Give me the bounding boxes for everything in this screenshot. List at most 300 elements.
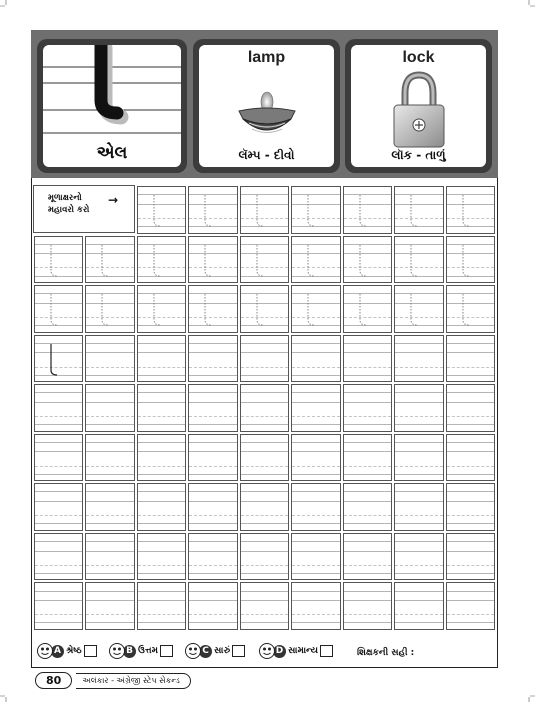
writing-guide-line xyxy=(395,541,442,542)
grade-checkbox[interactable] xyxy=(232,645,245,657)
picture-panel-lock xyxy=(345,39,492,173)
practice-cell[interactable] xyxy=(343,384,392,432)
writing-guide-line xyxy=(395,352,442,353)
dotted-letter-l xyxy=(151,193,165,229)
writing-guide-line xyxy=(189,491,236,492)
writing-guide-line xyxy=(344,573,391,574)
writing-guide-line xyxy=(138,343,185,344)
picture-word: lamp xyxy=(247,49,286,66)
writing-guide-line xyxy=(395,451,442,452)
writing-guide-line xyxy=(241,565,288,566)
grade-label: ઉત્તમ xyxy=(138,646,159,656)
writing-guide-line xyxy=(86,523,133,524)
practice-cell[interactable] xyxy=(291,582,340,630)
writing-guide-line xyxy=(86,622,133,623)
writing-guide-line xyxy=(241,352,288,353)
writing-guide-line xyxy=(86,424,133,425)
practice-cell[interactable] xyxy=(446,483,495,531)
writing-guide-line xyxy=(35,591,82,592)
writing-guide-line xyxy=(35,491,82,492)
grade-letter: C xyxy=(199,645,212,658)
writing-guide-line xyxy=(395,392,442,393)
practice-cell[interactable] xyxy=(188,236,237,284)
practice-cell[interactable] xyxy=(34,285,83,333)
writing-guide-line xyxy=(292,442,339,443)
practice-cell[interactable] xyxy=(446,533,495,581)
writing-guide-line xyxy=(189,591,236,592)
writing-guide-line xyxy=(35,600,82,601)
writing-guide-line xyxy=(189,375,236,376)
practice-cell[interactable] xyxy=(394,236,443,284)
writing-guide-line xyxy=(189,442,236,443)
practice-cell[interactable] xyxy=(291,186,340,234)
writing-guide-line xyxy=(138,367,185,368)
writing-guide-line xyxy=(189,573,236,574)
writing-guide-line xyxy=(447,402,494,403)
writing-guide-line xyxy=(241,622,288,623)
picture-word: lock xyxy=(402,49,435,66)
dotted-letter-l xyxy=(357,193,371,229)
writing-guide-line xyxy=(86,375,133,376)
arrow-right-icon: → xyxy=(107,193,118,207)
writing-guide-line xyxy=(138,416,185,417)
practice-cell[interactable] xyxy=(34,483,83,531)
picture-caption: લૉક - તાળું xyxy=(391,148,446,162)
writing-guide-line xyxy=(86,442,133,443)
practice-cell[interactable] xyxy=(137,582,186,630)
writing-guide-line xyxy=(395,491,442,492)
writing-guide-line xyxy=(344,416,391,417)
writing-guide-line xyxy=(138,573,185,574)
writing-guide-line xyxy=(447,352,494,353)
writing-guide-line xyxy=(138,501,185,502)
practice-cell[interactable] xyxy=(394,335,443,383)
writing-guide-line xyxy=(138,451,185,452)
writing-guide-line xyxy=(395,466,442,467)
writing-guide-line xyxy=(241,573,288,574)
writing-guide-line xyxy=(447,515,494,516)
writing-guide-line xyxy=(189,600,236,601)
writing-guide-line xyxy=(35,622,82,623)
writing-guide-line xyxy=(395,573,442,574)
writing-guide-line xyxy=(138,591,185,592)
practice-cell[interactable] xyxy=(188,285,237,333)
crop-mark-bottom-right xyxy=(527,694,535,702)
writing-guide-line xyxy=(138,442,185,443)
practice-cell[interactable] xyxy=(85,236,134,284)
practice-cell[interactable] xyxy=(188,533,237,581)
writing-guide-line xyxy=(189,466,236,467)
practice-cell[interactable] xyxy=(188,483,237,531)
writing-guide-line xyxy=(189,523,236,524)
writing-guide-line xyxy=(35,501,82,502)
practice-cell[interactable] xyxy=(137,285,186,333)
writing-guide-line xyxy=(241,591,288,592)
writing-guide-line xyxy=(35,402,82,403)
grade-checkbox[interactable] xyxy=(160,645,173,657)
writing-guide-line xyxy=(344,491,391,492)
writing-guide-line xyxy=(395,565,442,566)
practice-cell[interactable] xyxy=(343,285,392,333)
writing-guide-line xyxy=(86,416,133,417)
writing-guide-line xyxy=(292,343,339,344)
practice-cell[interactable] xyxy=(343,582,392,630)
writing-guide-line xyxy=(35,392,82,393)
grade-checkbox[interactable] xyxy=(320,645,333,657)
writing-guide-line xyxy=(189,474,236,475)
writing-guide-line xyxy=(344,600,391,601)
practice-cell[interactable] xyxy=(34,434,83,482)
practice-cell[interactable] xyxy=(137,384,186,432)
instruction-line-1: મૂળાક્ષરનો xyxy=(48,193,82,203)
practice-cell[interactable] xyxy=(240,285,289,333)
grade-option-b xyxy=(109,641,173,661)
writing-guide-line xyxy=(395,424,442,425)
dotted-letter-l xyxy=(460,292,474,328)
practice-cell[interactable] xyxy=(240,186,289,234)
writing-guide-line xyxy=(35,466,82,467)
picture-panel-lamp xyxy=(193,39,340,173)
writing-guide-line xyxy=(292,392,339,393)
writing-guide-line xyxy=(138,491,185,492)
practice-cell[interactable] xyxy=(188,335,237,383)
dotted-letter-l xyxy=(202,292,216,328)
writing-guide-line xyxy=(447,565,494,566)
writing-guide-line xyxy=(86,352,133,353)
practice-cell[interactable] xyxy=(291,285,340,333)
writing-guide-line xyxy=(35,573,82,574)
writing-guide-line xyxy=(344,442,391,443)
letter-panel xyxy=(37,39,187,173)
writing-guide-line xyxy=(395,614,442,615)
writing-guide-line xyxy=(447,474,494,475)
practice-cell[interactable] xyxy=(188,186,237,234)
writing-guide-line xyxy=(395,442,442,443)
writing-guide-line xyxy=(344,451,391,452)
practice-cell[interactable] xyxy=(137,483,186,531)
writing-guide-line xyxy=(35,523,82,524)
writing-guide-line xyxy=(241,523,288,524)
practice-cell[interactable] xyxy=(343,483,392,531)
grade-option-d xyxy=(259,641,333,661)
practice-cell[interactable] xyxy=(291,533,340,581)
writing-guide-line xyxy=(35,515,82,516)
writing-guide-line xyxy=(86,614,133,615)
writing-guide-line xyxy=(138,622,185,623)
writing-guide-line xyxy=(292,622,339,623)
writing-guide-line xyxy=(138,600,185,601)
writing-guide-line xyxy=(189,501,236,502)
writing-guide-line xyxy=(241,614,288,615)
grade-label: સામાન્ય xyxy=(288,646,318,656)
writing-guide-line xyxy=(292,523,339,524)
dotted-letter-l xyxy=(151,243,165,279)
writing-guide-line xyxy=(189,402,236,403)
grade-option-c xyxy=(185,641,245,661)
practice-cell[interactable] xyxy=(446,582,495,630)
writing-guide-line xyxy=(241,375,288,376)
writing-guide-line xyxy=(292,515,339,516)
writing-guide-line xyxy=(292,565,339,566)
practice-cell[interactable] xyxy=(240,483,289,531)
grade-checkbox[interactable] xyxy=(84,645,97,657)
writing-guide-line xyxy=(447,392,494,393)
dotted-letter-l xyxy=(460,193,474,229)
practice-cell[interactable] xyxy=(394,384,443,432)
writing-guide-line xyxy=(35,551,82,552)
grade-option-a xyxy=(37,641,97,661)
dotted-letter-l xyxy=(99,292,113,328)
writing-guide-line xyxy=(241,442,288,443)
practice-cell[interactable] xyxy=(240,533,289,581)
writing-guide-line xyxy=(241,392,288,393)
grade-letter: D xyxy=(273,645,286,658)
practice-cell[interactable] xyxy=(137,236,186,284)
writing-guide-line xyxy=(189,551,236,552)
writing-guide-line xyxy=(138,352,185,353)
writing-guide-line xyxy=(395,375,442,376)
practice-cell[interactable] xyxy=(446,236,495,284)
practice-cell[interactable] xyxy=(291,483,340,531)
writing-guide-line xyxy=(241,424,288,425)
practice-cell[interactable] xyxy=(240,384,289,432)
dotted-letter-l xyxy=(357,292,371,328)
writing-guide-line xyxy=(292,451,339,452)
writing-guide-line xyxy=(189,541,236,542)
writing-guide-line xyxy=(344,474,391,475)
writing-guide-line xyxy=(292,375,339,376)
writing-guide-line xyxy=(447,491,494,492)
crop-mark-bottom-left xyxy=(0,694,8,702)
writing-guide-line xyxy=(241,491,288,492)
writing-guide-line xyxy=(447,573,494,574)
writing-guide-line xyxy=(344,614,391,615)
writing-guide-line xyxy=(292,501,339,502)
practice-cell[interactable] xyxy=(240,335,289,383)
dotted-letter-l xyxy=(254,193,268,229)
writing-guide-line xyxy=(344,565,391,566)
practice-cell[interactable] xyxy=(394,533,443,581)
writing-guide-line xyxy=(138,565,185,566)
writing-guide-line xyxy=(395,622,442,623)
writing-guide-line xyxy=(86,474,133,475)
writing-guide-line xyxy=(86,343,133,344)
writing-guide-line xyxy=(241,402,288,403)
teacher-signature-label: શિક્ષકની સહી : xyxy=(357,648,415,658)
writing-guide-line xyxy=(86,402,133,403)
practice-cell[interactable] xyxy=(137,186,186,234)
writing-guide-line xyxy=(86,565,133,566)
practice-cell[interactable] xyxy=(85,285,134,333)
writing-guide-line xyxy=(241,416,288,417)
dotted-letter-l xyxy=(305,292,319,328)
writing-guide-line xyxy=(447,367,494,368)
practice-cell[interactable] xyxy=(240,236,289,284)
practice-cell[interactable] xyxy=(188,384,237,432)
dotted-letter-l xyxy=(305,193,319,229)
writing-guide-line xyxy=(86,541,133,542)
writing-guide-line xyxy=(138,375,185,376)
writing-guide-line xyxy=(395,523,442,524)
practice-cell[interactable] xyxy=(85,335,134,383)
practice-cell[interactable] xyxy=(343,236,392,284)
practice-cell[interactable] xyxy=(137,434,186,482)
writing-guide-line xyxy=(395,474,442,475)
writing-guide-line xyxy=(189,622,236,623)
dotted-letter-l xyxy=(357,243,371,279)
writing-guide-line xyxy=(395,367,442,368)
writing-guide-line xyxy=(292,614,339,615)
writing-guide-line xyxy=(241,515,288,516)
writing-guide-line xyxy=(395,501,442,502)
writing-guide-line xyxy=(138,466,185,467)
writing-guide-line xyxy=(344,466,391,467)
writing-guide-line xyxy=(447,343,494,344)
writing-guide-line xyxy=(292,541,339,542)
instruction-line-2: મહાવરો કરો xyxy=(48,205,90,215)
writing-guide-line xyxy=(395,515,442,516)
grade-letter: B xyxy=(123,645,136,658)
writing-guide-line xyxy=(86,491,133,492)
writing-guide-line xyxy=(86,367,133,368)
practice-cell[interactable] xyxy=(394,186,443,234)
practice-cell[interactable] xyxy=(85,384,134,432)
practice-cell[interactable] xyxy=(85,483,134,531)
book-title: અલંકાર - અંગ્રેજી સ્ટેપ સેકન્ડ xyxy=(76,673,190,689)
writing-guide-line xyxy=(189,515,236,516)
grade-label: શ્રેષ્ઠ xyxy=(66,646,82,656)
practice-cell[interactable] xyxy=(85,533,134,581)
grade-label: સારું xyxy=(214,646,231,656)
practice-grid xyxy=(33,185,496,631)
writing-guide-line xyxy=(189,416,236,417)
dotted-letter-l xyxy=(408,193,422,229)
practice-cell[interactable] xyxy=(343,186,392,234)
writing-guide-line xyxy=(189,392,236,393)
writing-guide-line xyxy=(344,515,391,516)
writing-guide-line xyxy=(35,565,82,566)
writing-guide-line xyxy=(344,501,391,502)
writing-guide-line xyxy=(138,551,185,552)
writing-guide-line xyxy=(447,501,494,502)
writing-guide-line xyxy=(35,442,82,443)
page-footer xyxy=(35,672,191,689)
writing-guide-line xyxy=(447,466,494,467)
writing-guide-line xyxy=(35,451,82,452)
writing-guide-line xyxy=(292,402,339,403)
practice-cell[interactable] xyxy=(291,236,340,284)
writing-guide-line xyxy=(292,491,339,492)
writing-guide-line xyxy=(86,501,133,502)
practice-cell[interactable] xyxy=(34,384,83,432)
writing-guide-line xyxy=(189,352,236,353)
smiley-face-icon xyxy=(259,643,275,659)
writing-guide-line xyxy=(138,614,185,615)
writing-guide-line xyxy=(447,451,494,452)
writing-guide-line xyxy=(447,614,494,615)
practice-cell[interactable] xyxy=(394,434,443,482)
practice-cell[interactable] xyxy=(291,384,340,432)
practice-cell[interactable] xyxy=(291,434,340,482)
writing-guide-line xyxy=(86,451,133,452)
practice-cell[interactable] xyxy=(394,582,443,630)
dotted-letter-l xyxy=(151,292,165,328)
practice-cell[interactable] xyxy=(446,384,495,432)
practice-cell[interactable] xyxy=(188,582,237,630)
writing-guide-line xyxy=(344,352,391,353)
practice-cell[interactable] xyxy=(446,285,495,333)
writing-guide-line xyxy=(395,551,442,552)
practice-cell[interactable] xyxy=(446,186,495,234)
writing-guide-line xyxy=(138,392,185,393)
writing-guide-line xyxy=(447,622,494,623)
writing-guide-line xyxy=(138,402,185,403)
writing-guide-line xyxy=(35,416,82,417)
writing-guide-line xyxy=(241,501,288,502)
instruction-box xyxy=(33,185,135,233)
writing-guide-line xyxy=(86,591,133,592)
letter-glyph xyxy=(43,45,181,145)
writing-guide-line xyxy=(292,367,339,368)
writing-guide-line xyxy=(447,442,494,443)
practice-cell[interactable] xyxy=(291,335,340,383)
writing-guide-line xyxy=(447,541,494,542)
practice-cell[interactable] xyxy=(446,434,495,482)
practice-cell[interactable] xyxy=(85,434,134,482)
practice-cell[interactable] xyxy=(343,434,392,482)
practice-cell[interactable] xyxy=(34,533,83,581)
writing-guide-line xyxy=(344,541,391,542)
practice-cell[interactable] xyxy=(34,582,83,630)
grade-bar xyxy=(33,636,496,666)
writing-guide-line xyxy=(344,367,391,368)
writing-guide-line xyxy=(241,367,288,368)
writing-guide-line xyxy=(292,474,339,475)
practice-cell[interactable] xyxy=(34,335,83,383)
dotted-letter-l xyxy=(99,243,113,279)
practice-cell[interactable] xyxy=(446,335,495,383)
writing-guide-line xyxy=(138,515,185,516)
dotted-letter-l xyxy=(305,243,319,279)
practice-cell[interactable] xyxy=(394,285,443,333)
dotted-letter-l xyxy=(254,243,268,279)
writing-guide-line xyxy=(292,551,339,552)
practice-cell[interactable] xyxy=(137,533,186,581)
writing-guide-line xyxy=(344,622,391,623)
writing-guide-line xyxy=(447,523,494,524)
writing-guide-line xyxy=(292,466,339,467)
writing-guide-line xyxy=(241,474,288,475)
practice-cell[interactable] xyxy=(188,434,237,482)
practice-cell[interactable] xyxy=(240,434,289,482)
practice-cell[interactable] xyxy=(343,335,392,383)
writing-guide-line xyxy=(138,424,185,425)
practice-cell[interactable] xyxy=(34,236,83,284)
practice-cell[interactable] xyxy=(137,335,186,383)
practice-cell[interactable] xyxy=(85,582,134,630)
practice-cell[interactable] xyxy=(394,483,443,531)
writing-guide-line xyxy=(35,614,82,615)
writing-guide-line xyxy=(189,424,236,425)
dotted-letter-l xyxy=(254,292,268,328)
model-letter-l xyxy=(48,342,62,378)
writing-guide-line xyxy=(189,343,236,344)
practice-cell[interactable] xyxy=(240,582,289,630)
writing-guide-line xyxy=(189,614,236,615)
practice-cell[interactable] xyxy=(343,533,392,581)
writing-guide-line xyxy=(344,424,391,425)
writing-guide-line xyxy=(35,424,82,425)
